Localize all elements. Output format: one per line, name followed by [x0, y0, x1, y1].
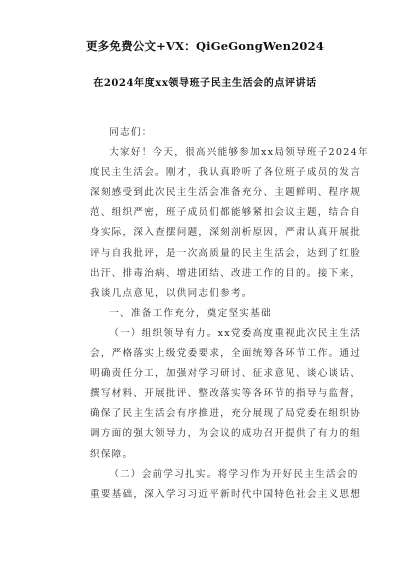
- promo-header: 更多免费公文+VX：QiGeGongWen2024: [85, 39, 325, 53]
- paragraph-line: 重要基础，深入学习习近平新时代中国特色社会主义思想: [90, 488, 362, 500]
- section-heading: 一、准备工作充分，奠定坚实基础: [109, 307, 272, 319]
- paragraph-line: 出汗、排毒治病、增进团结、改进工作的目的。接下来，: [90, 267, 362, 279]
- paragraph-line: 我谈几点意见，以供同志们参考。: [90, 287, 253, 299]
- paragraph-line: （二）会前学习扎实。将学习作为开好民主生活会的: [109, 468, 359, 480]
- paragraph-line: 撰写材料、开展批评、整改落实等各环节的指导与监督，: [90, 388, 362, 400]
- paragraph-line: 明确责任分工，加强对学习研讨、征求意见、谈心谈话、: [90, 368, 362, 380]
- paragraph-line: 调方面的强大领导力，为会议的成功召开提供了有力的组: [90, 428, 362, 440]
- paragraph-line: 度民主生活会。刚才，我认真聆听了各位班子成员的发言: [90, 167, 362, 179]
- paragraph-line: （一）组织领导有力。xx党委高度重视此次民主生活: [109, 327, 362, 339]
- document-body: [90, 123, 369, 505]
- paragraph-line: 会，严格落实上级党委要求，全面统筹各环节工作。通过: [90, 348, 362, 360]
- paragraph-line: 大家好！今天，很高兴能够参加xx局领导班子2024年: [109, 147, 369, 159]
- paragraph-line: 评与自我批评，是一次高质量的民主生活会，达到了红脸: [90, 247, 362, 259]
- document-title: 在2024年度xx领导班子民主生活会的点评讲话: [93, 78, 317, 89]
- paragraph-line: 深刻感受到此次民主生活会准备充分、主题鲜明、程序规: [90, 187, 362, 199]
- paragraph-line: 确保了民主生活会有序推进，充分展现了局党委在组织协: [90, 408, 362, 420]
- paragraph-line: 身实际，深入查摆问题，深刻剖析原因，严肃认真开展批: [90, 227, 362, 239]
- paragraph-line: 织保障。: [90, 448, 134, 460]
- salutation: 同志们：: [109, 127, 153, 138]
- paragraph-line: 范、组织严密，班子成员们都能够紧扣会议主题，结合自: [90, 207, 362, 219]
